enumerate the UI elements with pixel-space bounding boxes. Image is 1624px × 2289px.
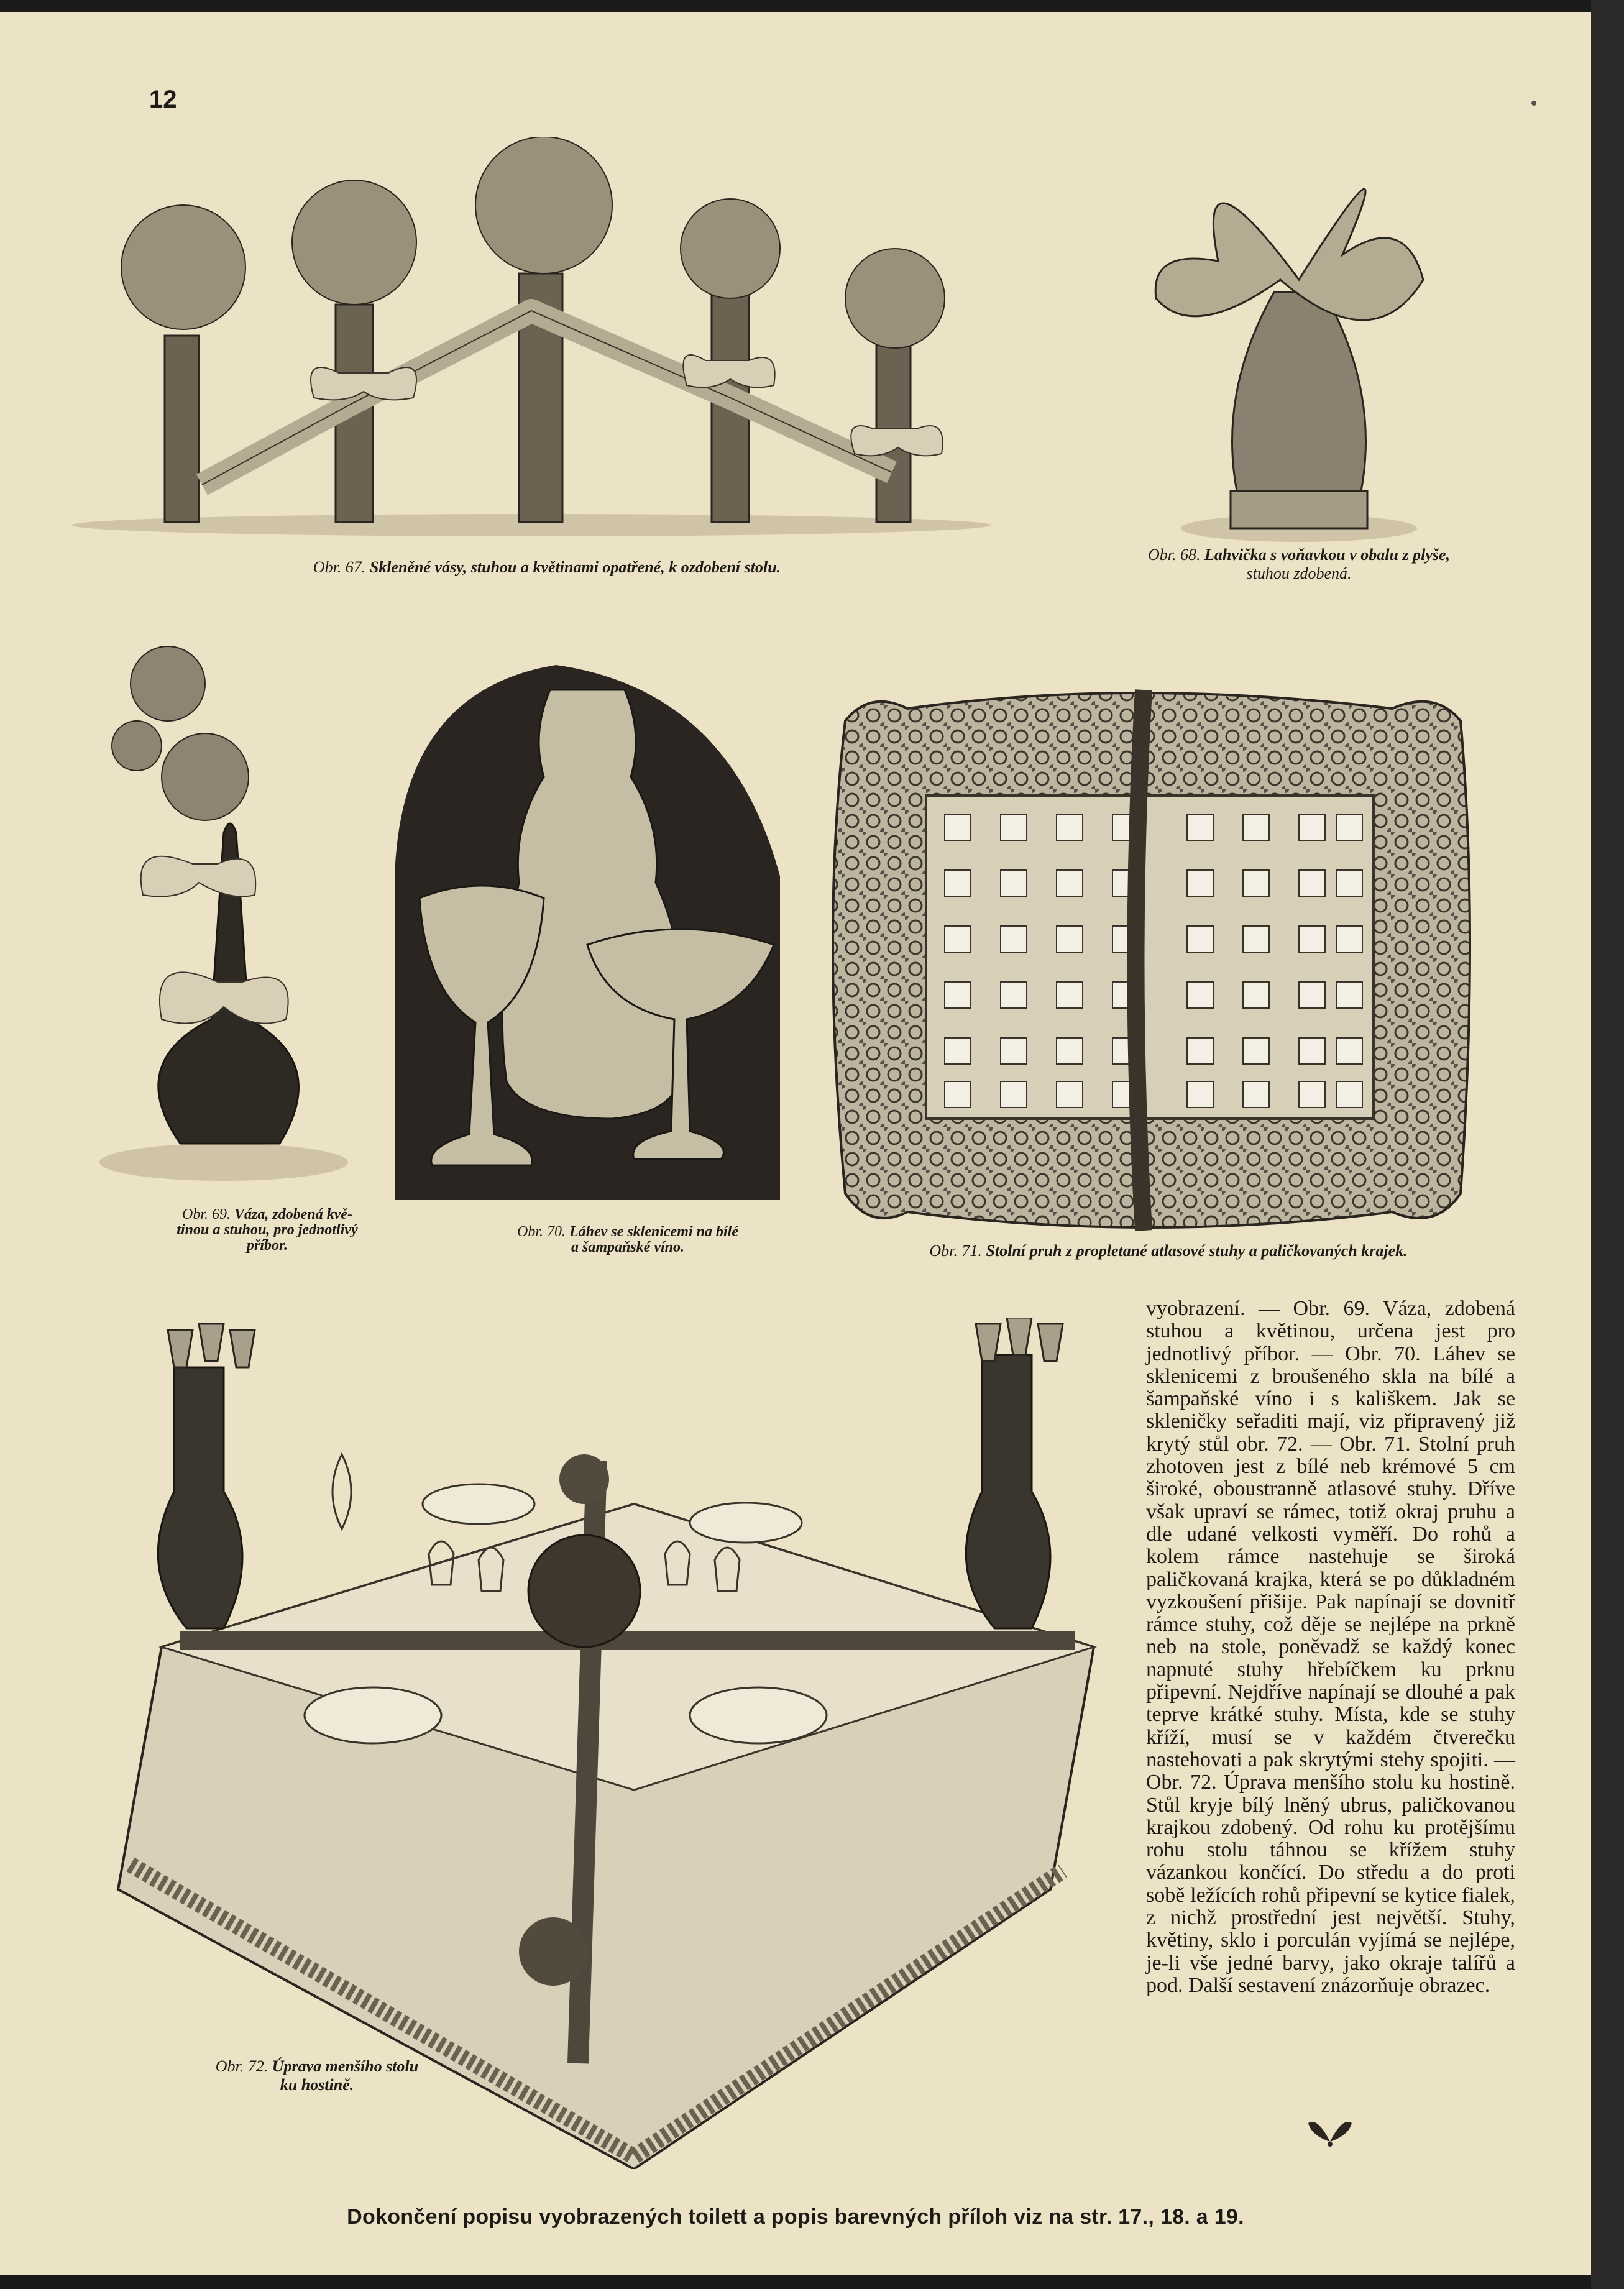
article-text: vyobrazení. — Obr. 69. Váza, zdobená stuhou a květinou, určena jest pro jednotlivý příbor. — Obr. 70. Láhev se sklenicemi z broušeného skla na bílé a šampaňské víno i s kališkem. Jak se skleničky seřaditi mají, viz připravený již krytý stůl obr. 72. — Obr. 71. Stolní pruh zhotoven jest z bílé neb krémové 5 cm široké, oboustranně atlasové stuhy. Dříve však upraví se rámec, totiž okraj pruhu a dle udané velkosti vyměří. Do rohů a kolem rámce nastehuje se široká paličkovaná krajka, která se po důkladném vyzkoušení přišije. Pak napínají se dovnitř rámce stuhy, což děje se nejlépe na prkně neb na stole, poněvadž se každý konec napnuté stuhy hřebíčkem ku prknu připevní. Nejdříve napínají se dlouhé a pak teprve krátké stuhy. Místa, kde se stuhy kříží, musí se v každém čtverečku nastehovati a pak skrytými stehy spojiti. — Obr. 72. Úprava menšího stolu ku hostině. Stůl kryje bílý lněný ubrus, paličkovanou krajkou zdobený. Od rohu ku protějšímu rohu stolu táhnou se křížem stuhy vázankou končící. Do středu a do proti sobě ležících rohů připevní se kytice fialek, z nichž prostřední jest největší. Stuhy, květiny, sklo i porculán vyjímá se nejlépe, je-li vše jedné barvy, jako okraje talířů a pod. Další sestavení znázorňuje obrazec. <box>1146 1297 1515 1997</box>
figure-69-illustration <box>99 646 360 1193</box>
figure-68-title: Lahvička s voňavkou v obalu z plyše, <box>1204 546 1451 564</box>
figure-68-number: Obr. 68. <box>1147 546 1201 564</box>
figure-67-number: Obr. 67. <box>313 558 366 576</box>
figure-72-illustration <box>106 1318 1100 2169</box>
figure-68-caption <box>1081 546 1516 583</box>
figure-72-title-line2: ku hostině. <box>280 2076 354 2094</box>
magazine-page <box>0 12 1591 2275</box>
page-edge <box>1591 0 1624 2289</box>
figure-69-title-line3: příbor. <box>246 1237 288 1254</box>
figure-70-number: Obr. 70. <box>517 1224 566 1240</box>
figure-71-caption <box>858 1242 1479 1260</box>
figure-72-number: Obr. 72. <box>215 2057 268 2075</box>
figure-71-illustration <box>820 684 1479 1237</box>
margin-dot <box>1531 101 1536 106</box>
ornament-icon <box>1305 2117 1355 2148</box>
figure-71-title: Stolní pruh z propletané atlasové stuhy a paličkovaných krajek. <box>986 1242 1408 1260</box>
figure-70-illustration <box>382 653 789 1200</box>
figure-70-caption <box>454 1224 802 1255</box>
figure-69-title: Váza, zdobená kvě- <box>234 1206 352 1222</box>
figure-70-title-line2: a šampaňské víno. <box>571 1239 684 1255</box>
figure-69-caption <box>137 1207 398 1254</box>
figure-71-number: Obr. 71. <box>929 1242 982 1260</box>
page-number: 12 <box>149 86 177 113</box>
figure-67-title: Skleněné vásy, stuhou a květinami opatřené, k ozdobení stolu. <box>369 558 781 576</box>
figure-72-title: Úprava menšího stolu <box>272 2057 419 2075</box>
page-footer: Dokončení popisu vyobrazených toilett a popis barevných příloh viz na str. 17., 18. a 19. <box>347 2205 1244 2229</box>
figure-67-illustration <box>59 137 1004 541</box>
figure-69-number: Obr. 69. <box>182 1206 231 1222</box>
figure-72-caption <box>174 2057 460 2094</box>
figure-70-title: Láhev se sklenicemi na bílé <box>569 1224 738 1240</box>
figure-68-title-line2: stuhou zdobená. <box>1246 564 1352 582</box>
figure-68-illustration <box>1131 143 1467 547</box>
figure-69-title-line2: tinou a stuhou, pro jednotlivý <box>177 1222 358 1238</box>
figure-67-caption <box>236 558 858 577</box>
